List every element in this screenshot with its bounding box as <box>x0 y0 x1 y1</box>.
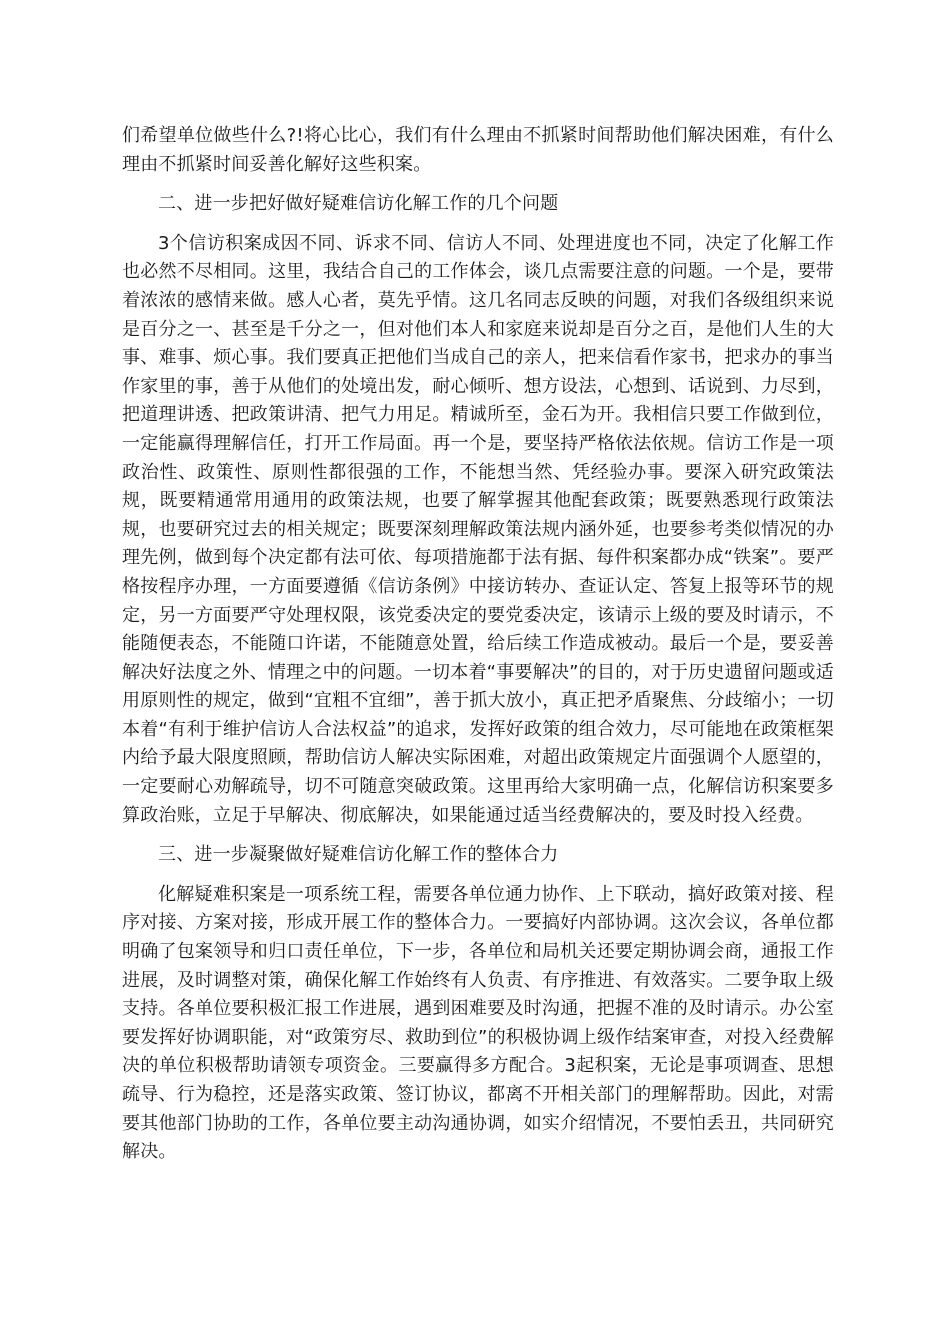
document-page <box>122 122 834 1167</box>
section-heading-2: 二、进一步把好做好疑难信访化解工作的几个问题 <box>158 193 559 215</box>
paragraph-continuation: 们希望单位做些什么?!将心比心，我们有什么理由不抓紧时间帮助他们解决困难，有什么理由不抓紧时间妥善化解好这些积案。 <box>122 125 834 175</box>
paragraph-section-2: 3个信访积案成因不同、诉求不同、信访人不同、处理进度也不同，决定了化解工作也必然不尽相同。这里，我结合自己的工作体会，谈几点需要注意的问题。一个是，要带着浓浓的感情来做。感人心者，莫先乎情。这几名同志反映的问题，对我们各级组织来说是百分之一、甚至是千分之一，但对他们本人和家庭来说却是百分之百，是他们人生的大事、难事、烦心事。我们要真正把他们当成自己的亲人，把来信看作家书，把求办的事当作家里的事，善于从他们的处境出发，耐心倾听、想方设法，心想到、话说到、力尽到，把道理讲透、把政策讲清、把气力用足。精诚所至，金石为开。我相信只要工作做到位，一定能赢得理解信任，打开工作局面。再一个是，要坚持严格依法依规。信访工作是一项政治性、政策性、原则性都很强的工作，不能想当然、凭经验办事。要深入研究政策法规，既要精通常用通用的政策法规，也要了解掌握其他配套政策；既要熟悉现行政策法规，也要研究过去的相关规定；既要深刻理解政策法规内涵外延，也要参考类似情况的办理先例，做到每个决定都有法可依、每项措施都于法有据、每件积案都办成“铁案”。要严格按程序办理，一方面要遵循《信访条例》中接访转办、查证认定、答复上报等环节的规定，另一方面要严守处理权限，该党委决定的要党委决定，该请示上级的要及时请示，不能随便表态，不能随口许诺，不能随意处置，给后续工作造成被动。最后一个是，要妥善解决好法度之外、情理之中的问题。一切本着“事要解决”的目的，对于历史遗留问题或适用原则性的规定，做到“宜粗不宜细”，善于抓大放小，真正把矛盾聚焦、分歧缩小；一切本着“有利于维护信访人合法权益”的追求，发挥好政策的组合效力，尽可能地在政策框架内给予最大限度照顾，帮助信访人解决实际困难，对超出政策规定片面强调个人愿望的，一定要耐心劝解疏导，切不可随意突破政策。这里再给大家明确一点，化解信访积案要多算政治账，立足于早解决、彻底解决，如果能通过适当经费解决的，要及时投入经费。 <box>122 232 834 826</box>
section-heading-3: 三、进一步凝聚做好疑难信访化解工作的整体合力 <box>158 844 559 866</box>
paragraph-section-3: 化解疑难积案是一项系统工程，需要各单位通力协作、上下联动，搞好政策对接、程序对接、方案对接，形成开展工作的整体合力。一要搞好内部协调。这次会议，各单位都明确了包案领导和归口责任单位，下一步，各单位和局机关还要定期协调会商，通报工作进展，及时调整对策，确保化解工作始终有人负责、有序推进、有效落实。二要争取上级支持。各单位要积极汇报工作进展，遇到困难要及时沟通，把握不准的及时请示。办公室要发挥好协调职能，对“政策穷尽、救助到位”的积极协调上级作结案审查，对投入经费解决的单位积极帮助请领专项资金。三要赢得多方配合。3起积案，无论是事项调查、思想疏导、行为稳控，还是落实政策、签订协议，都离不开相关部门的理解帮助。因此，对需要其他部门协助的工作，各单位要主动沟通协调，如实介绍情况，不要怕丢丑，共同研究解决。 <box>122 883 834 1163</box>
